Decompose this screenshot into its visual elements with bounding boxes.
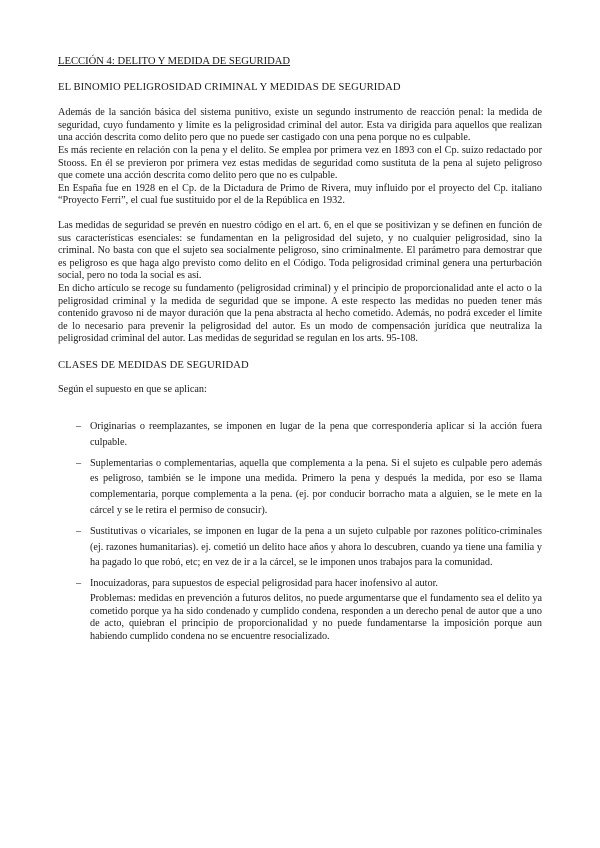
list-item-text: Sustitutivas o vicariales, se imponen en lugar de la pena a un sujeto culpable por razones político-criminales (ej. razones humanitarias). ej. cometió un delito hace años y ahora lo descubren, cuando ya tiene una familia y ha pagado lo que robó, etc; en vez de ir a la cárcel, se le imponen unos trabajos para la comunidad. [90, 525, 542, 569]
list-item-text: Inocuizadoras, para supuestos de especial peligrosidad para hacer inofensivo al autor. [90, 578, 438, 590]
dash-bullet: – [76, 457, 82, 469]
paragraph: En dicho artículo se recoge su fundamento (peligrosidad criminal) y el principio de proporcionalidad ante el acto o la peligrosidad criminal y la medida de seguridad que se impone. A este respecto las medidas no pueden tener más contenido gravoso ni de mayor duración que la pena abstracta al hecho cometido. Además, no podrá exceder el límite de lo necesario para prevenir la peligrosidad del autor. Es un modo de compensación jurídica que neutraliza la peligrosidad criminal del autor. Las medidas de seguridad se regulan en los arts. 95-108. [58, 282, 542, 345]
section-heading-binomio: EL BINOMIO PELIGROSIDAD CRIMINAL Y MEDIDAS DE SEGURIDAD [58, 81, 401, 93]
section-body-binomio [58, 107, 542, 346]
list-item [78, 524, 542, 571]
measures-list [58, 419, 542, 643]
lesson-title: LECCIÓN 4: DELITO Y MEDIDA DE SEGURIDAD [58, 56, 291, 67]
list-item-text: Originarias o reemplazantes, se imponen en lugar de la pena que correspondería aplicar si la acción fuera culpable. [90, 421, 542, 448]
dash-bullet: – [76, 421, 82, 433]
dash-bullet: – [76, 578, 82, 590]
paragraph: Además de la sanción básica del sistema punitivo, existe un segundo instrumento de reacción penal: la medida de seguridad, cuyo fundamento y límite es la peligrosidad criminal del autor. Esta va dirigida para aquellos que realizan una acción descrita como delito pero que no puede ser castigado con una pena porque no es culpable. [58, 107, 542, 144]
problems-paragraph: Problemas: medidas en prevención a futuros delitos, no puede argumentarse que el fundamento sea el delito ya cometido porque ya ha sido condenado y cumplido condena, responden a un derecho penal de autor que a uno de acto, quiebran el principio de proporcionalidad y no puede fundamentarse la imposición porque aun habiendo cumplido condena no se encuentre resocializado. [90, 593, 542, 642]
dash-bullet: – [76, 525, 82, 537]
section-heading-clases: CLASES DE MEDIDAS DE SEGURIDAD [58, 359, 249, 371]
list-item-text: Suplementarias o complementarias, aquella que complementa a la pena. Si el sujeto es culpable pero además es peligroso, también se le impone una medida. Primero la pena y después la medida, por eso se llama complementaria, porque complementa a la pena. (ej. por conducir borracho mata a alguien, se le mete en la cárcel y se le retira el permiso de consucir). [90, 457, 542, 517]
list-item [78, 419, 542, 451]
list-item [78, 576, 542, 643]
paragraph: Es más reciente en relación con la pena y el delito. Se emplea por primera vez en 1893 con el Cp. suizo redactado por Stooss. En él se previeron por primera vez estas medidas de seguridad como sustituta de la pena al sujeto peligroso que comete una acción descrita como delito pero que no es culpable. [58, 144, 542, 182]
paragraph: En España fue en 1928 en el Cp. de la Dictadura de Primo de Rivera, muy influido por el proyecto del Cp. italiano “Proyecto Ferri”, el cual fue sustituido por el de la República en 1932. [58, 182, 542, 207]
list-intro: Según el supuesto en que se aplican: [58, 384, 207, 396]
paragraph: Las medidas de seguridad se prevén en nuestro código en el art. 6, en el que se positivizan y se definen en función de sus características esenciales: se fundamentan en la peligrosidad del sujeto, y no cualquier peligrosidad, sino la criminal. No basta con que el sujeto sea socialmente peligroso, sino criminalmente. El parámetro para demostrar que es peligroso es que haga algo previsto como delito en el Código. Toda peligrosidad criminal genera una perturbación social, pero no toda la social es así. [58, 219, 542, 282]
list-item [78, 456, 542, 519]
